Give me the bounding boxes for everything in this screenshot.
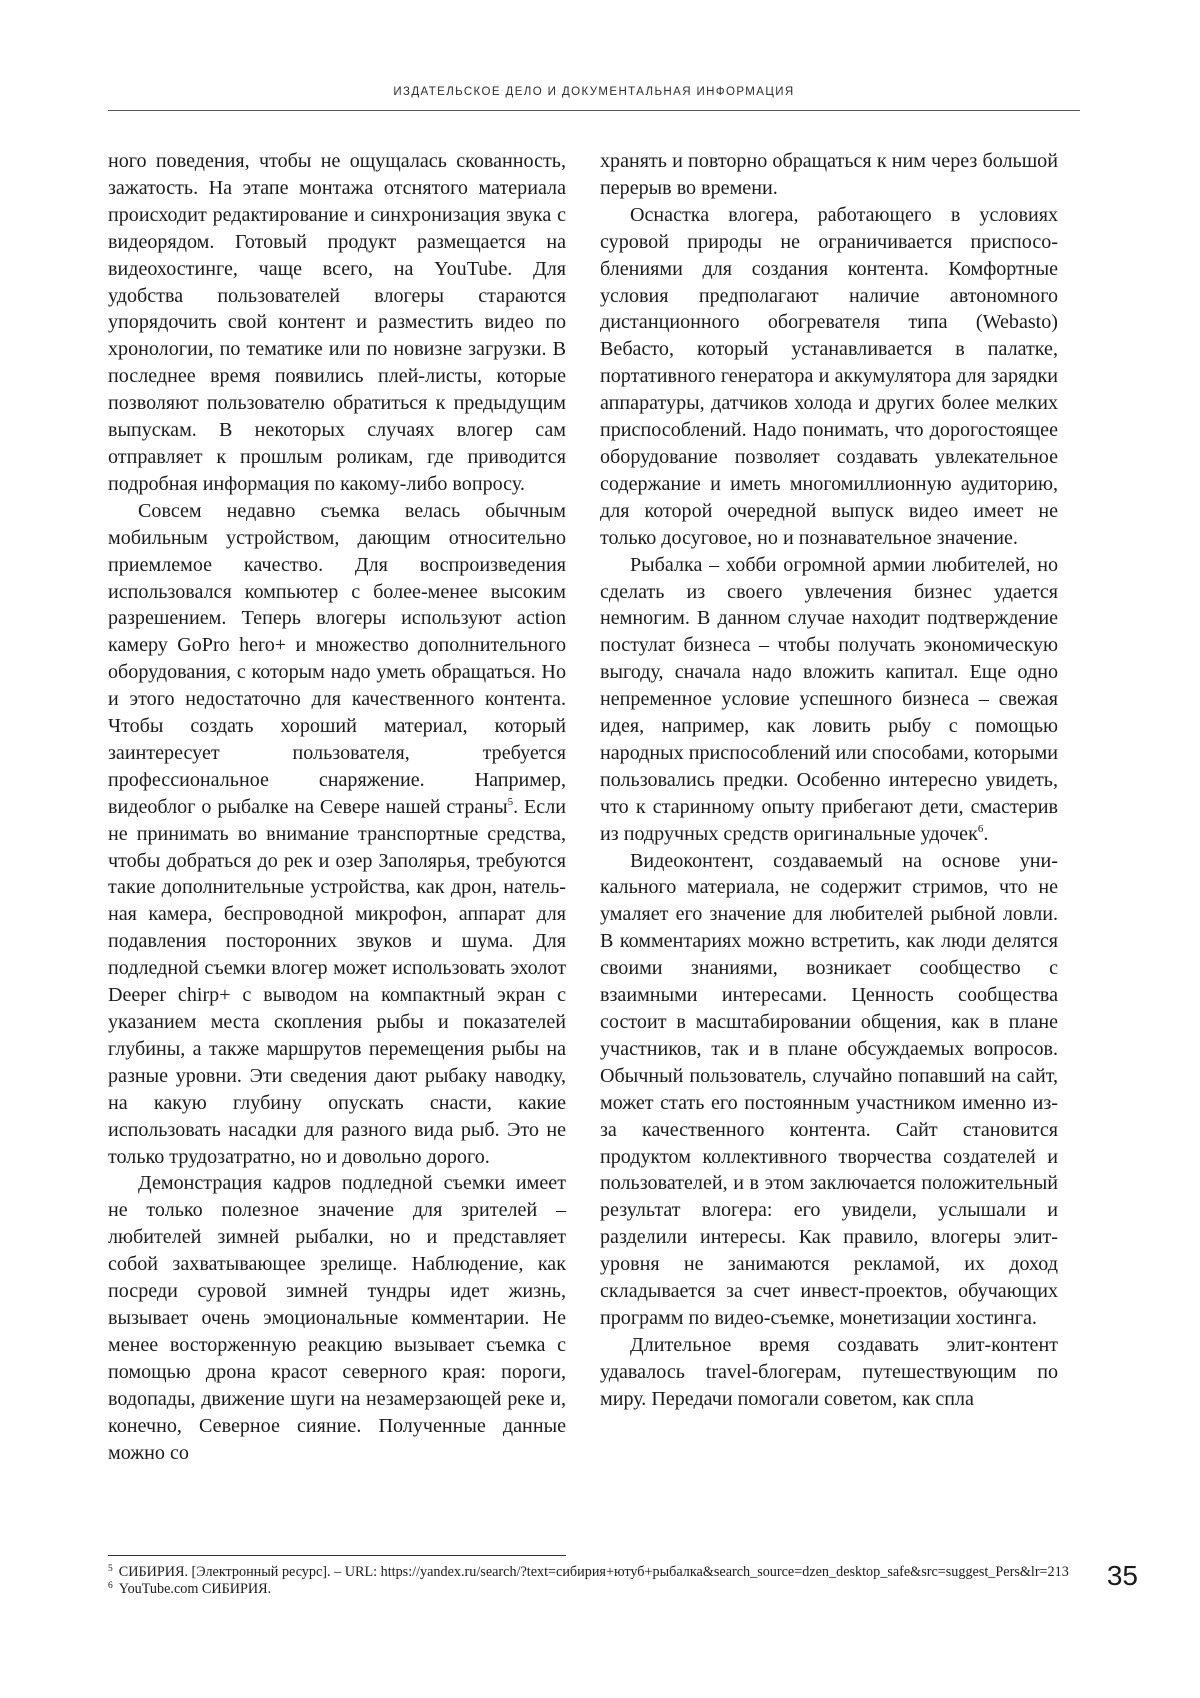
paragraph: Оснастка влогера, работающего в условиях суровой природы не ограничивается приспособлениями для создания контента. Комфортные условия предполагают наличие автономного дистанционного обогревателя типа (Webasto) Вебасто, который устанавливается в палатке, портативного генератора и аккумулятора для зарядки аппаратуры, датчиков холода и других более мелких приспособлений. Надо понимать, что дорогостоящее оборудование позволяет создавать увлекательное содержание и иметь многомиллионную аудиторию, для которой очередной выпуск видео имеет не только досуговое, но и познавательное значение. xyxy=(600,203,1058,549)
footnote-text: СИБИРИЯ. [Электронный ресурс]. – URL: https://yandex.ru/search/?text=сибирия+ютуб+рыбалка&search_source=dzen_desktop_safe&src=suggest_Pers&lr=213 xyxy=(118,1564,1069,1580)
paragraph-text: . xyxy=(983,822,989,845)
left-column xyxy=(108,148,566,1466)
paragraph: хранять и повторно обращаться к ним через большой перерыв во времени. xyxy=(600,150,1058,199)
running-title: ИЗДАТЕЛЬСКОЕ ДЕЛО И ДОКУМЕНТАЛЬНАЯ ИНФОРМАЦИЯ xyxy=(393,86,795,98)
page-number: 35 xyxy=(1106,1560,1138,1591)
footnotes xyxy=(108,1564,1080,1598)
footnote-ref[interactable]: 5 xyxy=(507,795,514,808)
paragraph-text: . Если не принимать во внимание транспортные средства, чтобы добраться до рек и озер Заполярья, требуются такие дополнительные устройства, как дрон, нательная камера, беспроводной микрофон, аппарат для подавления посторонних звуков и шума. Для подледной съемки влогер может использовать эхолот Deeper chirp+ с выводом на компактный экран с указанием места скопления рыбы и показателей глубины, а также маршрутов перемещения рыбы на разные уровни. Эти сведения дают рыбаку наводку, на какую глубину опускать снасти, какие использовать насадки для разного вида рыб. Это не только трудозатратно, но и довольно дорого. xyxy=(108,795,566,1168)
paragraph: Длительное время создавать элит-контент удавалось travel-блогерам, путешествующим по миру. Передачи помогали советом, как спла xyxy=(600,1333,1058,1410)
footnote-ref[interactable]: 6 xyxy=(977,822,984,835)
footnote-divider xyxy=(108,1555,566,1556)
paragraph-text: Рыбалка – хобби огромной армии любителей, но сделать из своего увлечения бизнес удается немногим. В данном случае находит подтверждение постулат бизнеса – чтобы получать экономическую выгоду, сначала надо вложить капитал. Еще одно непременное условие успешного бизнеса – свежая идея, например, как ловить рыбу с помощью народных приспособлений или способами, которыми пользовались предки. Особенно интересно увидеть, что к старинному опыту прибегают дети, смастерив из подручных средств оригинальные удочек xyxy=(600,553,1058,845)
header-divider xyxy=(108,110,1080,111)
paragraph: Видеоконтент, создаваемый на основе уникального материала, не содержит стримов, что не умаляет его значение для любителей рыбной ловли. В комментариях можно встретить, как люди делятся своими знаниями, возникает сообщество с взаимными интересами. Ценность сообщества состоит в масштабировании общения, как в плане участников, так и в плане обсуждаемых вопросов. Обычный пользователь, случайно попавший на сайт, может стать его постоянным участником именно из-за качественного контента. Сайт становится продуктом коллективного творчества создателей и пользователей, и в этом заключается положительный результат влогера: его увидели, услышали и разделили интересы. Как правило, влогеры элит-уровня не занимаются рекламой, их доход складывается за счет инвест-проектов, обучающих программ по видео-съемке, монетизации хостинга. xyxy=(600,849,1058,1329)
footnote-mark: 5 xyxy=(108,1564,113,1574)
paragraph xyxy=(108,498,566,1171)
paragraph-text: Совсем недавно съемка велась обычным мобильным устройством, дающим относительно приемлемое качество. Для воспроизведения использовался компьютер с более-менее высоким разрешением. Теперь влогеры используют action камеру GoPro hero+ и множество дополнительного оборудования, с которым надо уметь обращаться. Но и этого недостаточно для качественного контента. Чтобы создать хороший материал, который заинтересует пользователя, требуется профессиональное снаряжение. Например, видеоблог о рыбалке на Севере нашей страны xyxy=(108,499,566,818)
footnote-mark: 6 xyxy=(108,1581,113,1591)
footnote xyxy=(108,1581,1080,1598)
paragraph xyxy=(600,552,1058,848)
footnote xyxy=(108,1564,1080,1581)
footnote-text: YouTube.com СИБИРИЯ. xyxy=(118,1581,272,1597)
paragraph: Демонстрация кадров подледной съемки имеет не только полезное значение для зрителей – любителей зимней рыбалки, но и представляет собой захватывающее зрелище. Наблюдение, как посреди суровой зимней тундры идет жизнь, вызывает очень эмоциональные комментарии. Не менее восторженную реакцию вызывает съемка с помощью дрона красот северного края: пороги, водопады, движение шуги на незамерзающей реке и, конечно, Северное сияние. Полученные данные можно со xyxy=(108,1172,566,1464)
paragraph: ного поведения, чтобы не ощущалась скованность, зажатость. На этапе монтажа отснятого материала происходит редактирование и синхронизация звука с видеорядом. Готовый продукт размещается на видеохостинге, чаще всего, на YouTube. Для удобства пользователей влогеры стараются упорядочить свой контент и разместить видео по хронологии, по тематике или по новизне загрузки. В последнее время появились плей-листы, которые позволяют пользователю обратиться к предыдущим выпускам. В некоторых случаях влогер сам отправляет к прошлым роликам, где приводится подробная информация по какому-либо вопросу. xyxy=(108,150,566,495)
right-column xyxy=(600,148,1058,1413)
